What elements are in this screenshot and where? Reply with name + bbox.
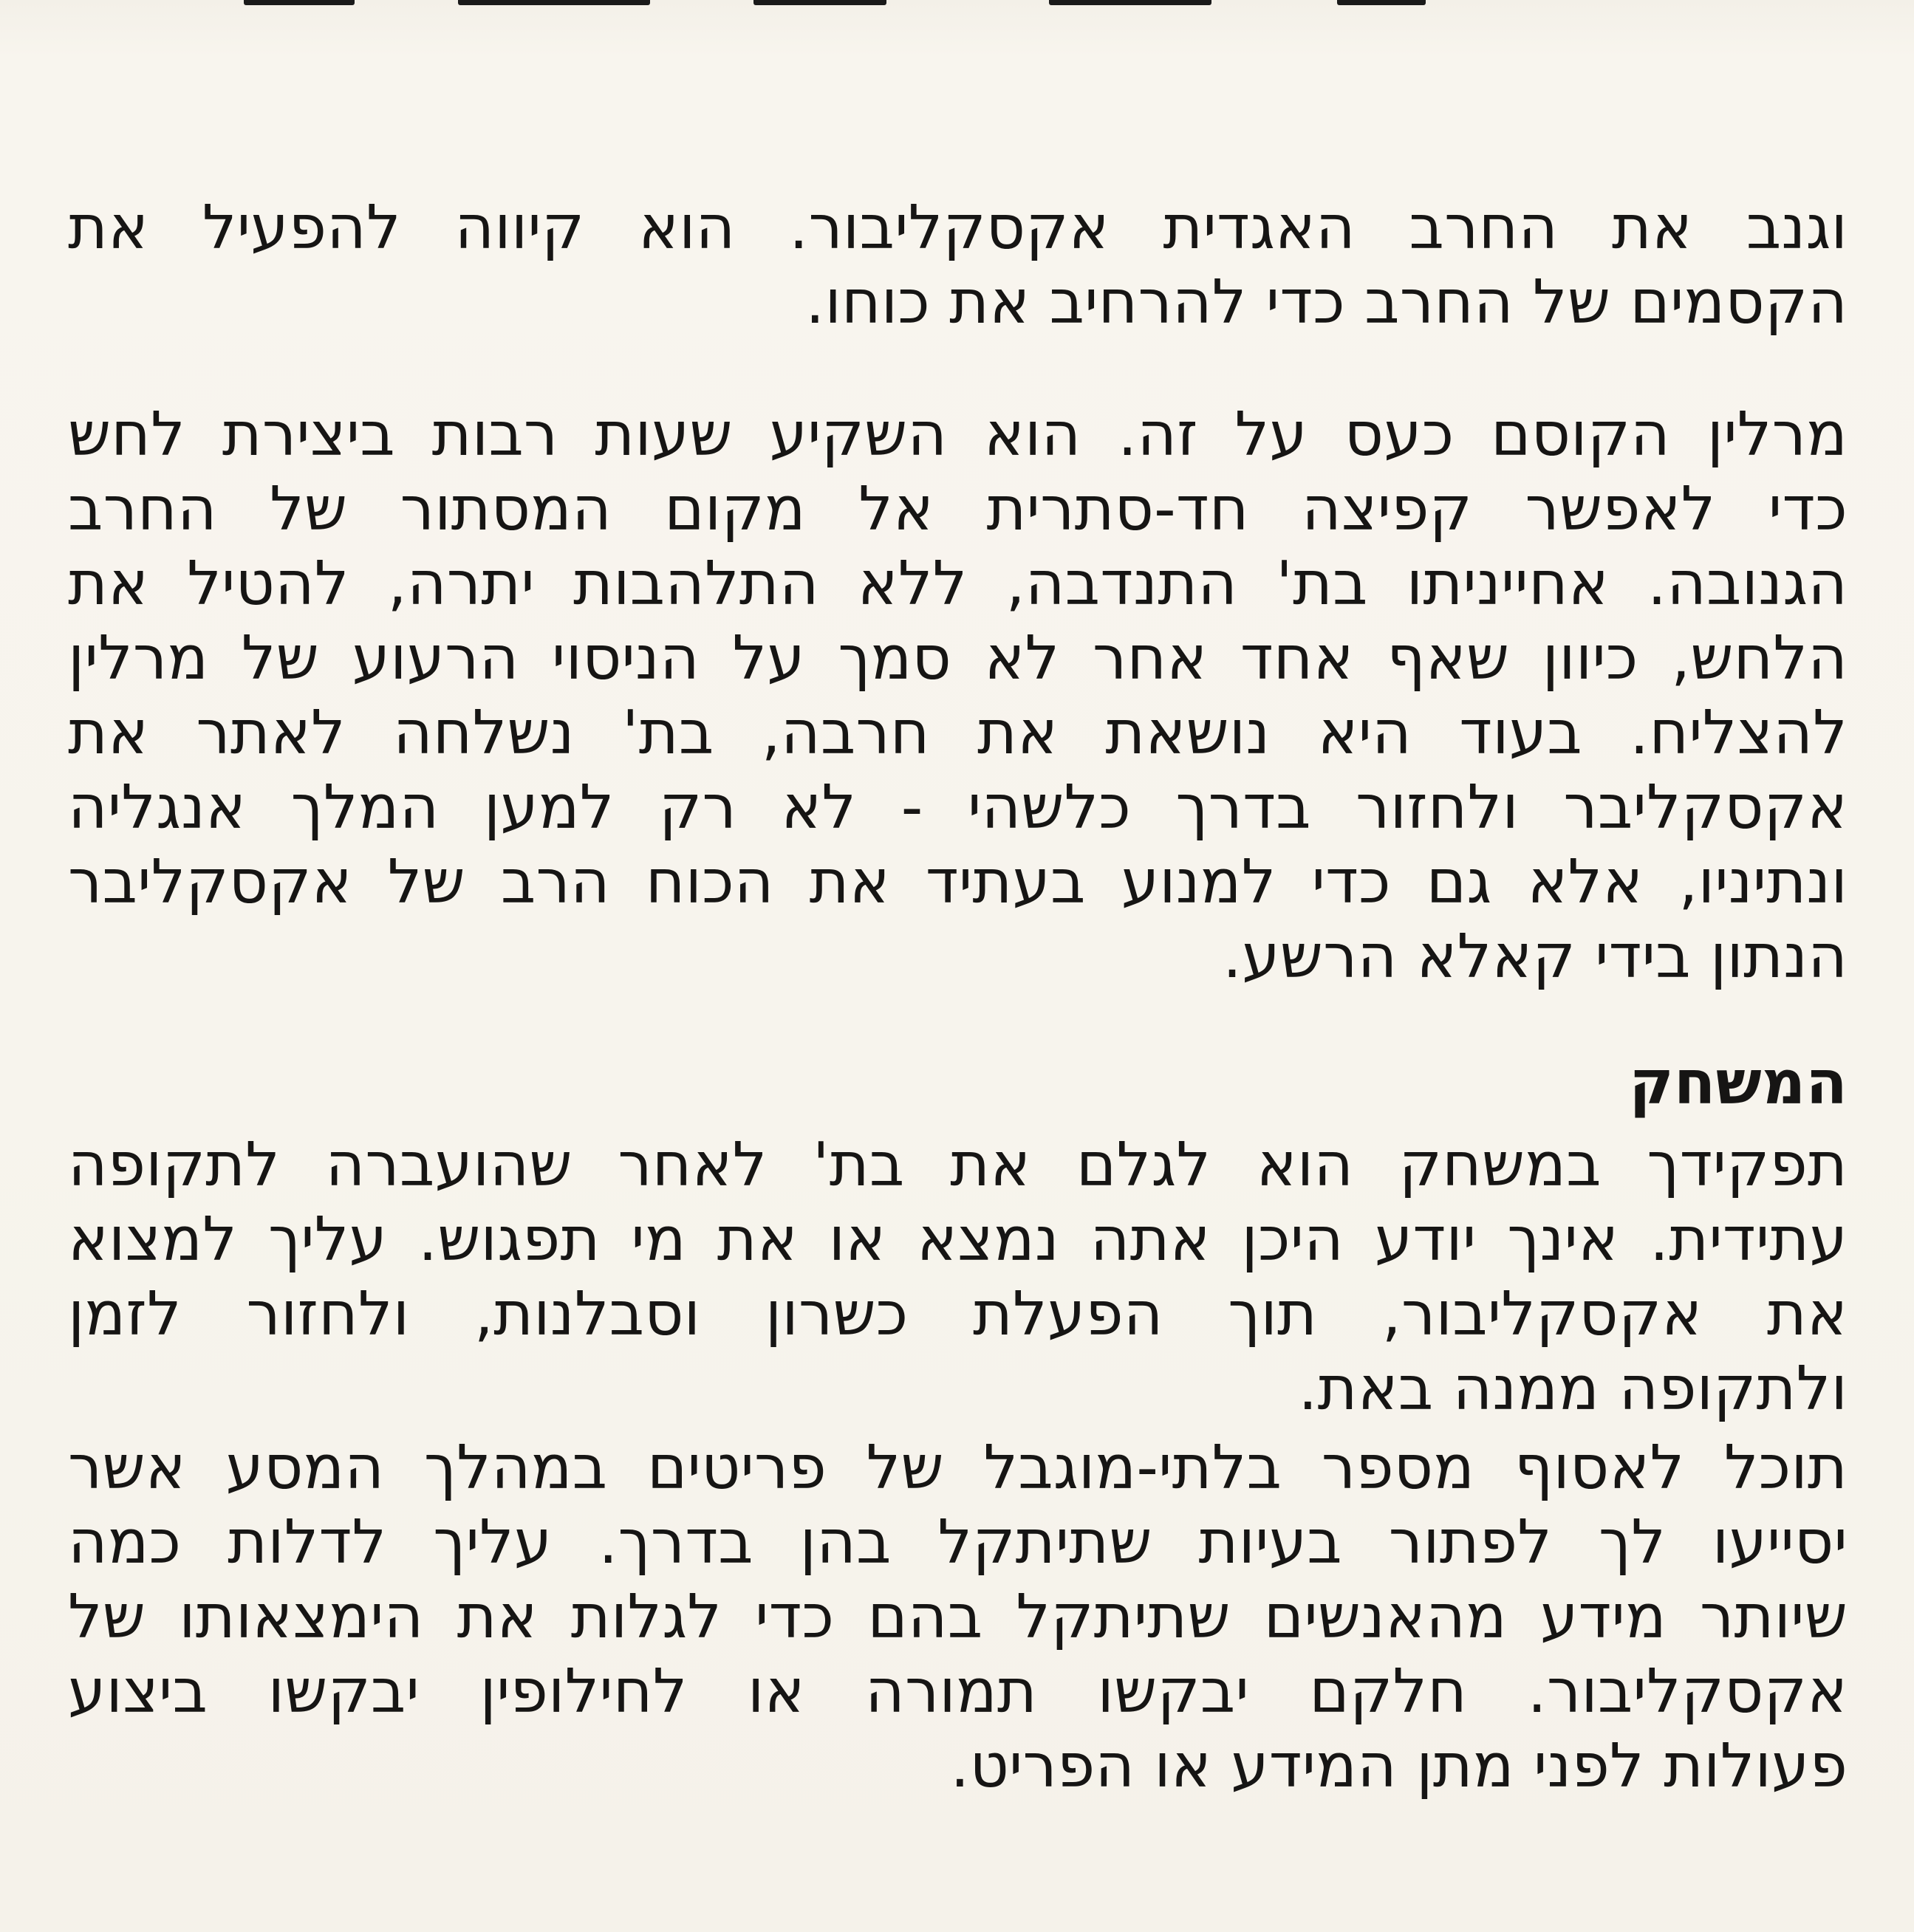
text-line: הנתון בידי קאלא הרשע.	[1223, 922, 1848, 992]
text-line: וגנב את החרב האגדית אקסקליבור. הוא קיווה להפעיל את	[68, 193, 1848, 263]
text-line: תוכל לאסוף מספר בלתי-מוגבל של פריטים במהלך המסע אשר	[68, 1433, 1848, 1503]
scan-artifact	[458, 0, 650, 5]
items-paragraph	[68, 1431, 1848, 1803]
text-line: אקסקליבור. חלקם יבקשו תמורה או לחילופין יבקשו ביצוע	[68, 1657, 1848, 1727]
text-line: אקסקליבר ולחזור בדרך כלשהי - לא רק למען המלך אנגליה	[68, 773, 1848, 843]
scan-artifact	[753, 0, 886, 5]
text-line: הלחש, כיוון שאף אחד אחר לא סמך על הניסוי הרעוע של מרלין	[68, 623, 1848, 693]
scan-artifact	[1049, 0, 1211, 5]
document-text	[68, 191, 1848, 1803]
text-line: ולתקופה ממנה באת.	[1298, 1354, 1848, 1424]
text-line: ונתיניו, אלא גם כדי למנוע בעתיד את הכוח הרב של אקסקליבר	[68, 847, 1848, 917]
text-line: מרלין הקוסם כעס על זה. הוא השקיע שעות רבות ביצירת לחש	[68, 400, 1848, 470]
text-line: הגנובה. אחייניתו בת' התנדבה, ללא התלהבות יתרה, להטיל את	[68, 549, 1848, 619]
text-line: שיותר מידע מהאנשים שתיתקל בהם כדי לגלות את הימצאותו של	[68, 1582, 1848, 1652]
text-line: תפקידך במשחק הוא לגלם את בת' לאחר שהועברה לתקופה	[68, 1130, 1848, 1200]
text-line: יסייעו לך לפתור בעיות שתיתקל בהן בדרך. עליך לדלות כמה	[68, 1507, 1848, 1578]
text-line: הקסמים של החרב כדי להרחיב את כוחו.	[805, 267, 1848, 338]
text-line: פעולות לפני מתן המידע או הפריט.	[950, 1731, 1848, 1801]
text-line: עתידית. אינך יודע היכן אתה נמצא או את מי תפגוש. עליך למצוא	[68, 1205, 1848, 1275]
role-paragraph	[68, 1128, 1848, 1426]
intro-paragraph	[68, 191, 1848, 340]
story-paragraph	[68, 397, 1848, 994]
text-line: כדי לאפשר קפיצה חד-סתרית אל מקום המסתור של החרב	[68, 474, 1848, 544]
text-line: את אקסקליבור, תוך הפעלת כשרון וסבלנות, ולחזור לזמן	[68, 1279, 1848, 1349]
section-heading: המשחק	[1629, 1048, 1848, 1118]
scan-artifact	[244, 0, 355, 5]
scan-artifact	[1337, 0, 1426, 5]
text-line: להצליח. בעוד היא נושאת את חרבה, בת' נשלחה לאתר את	[68, 698, 1848, 768]
